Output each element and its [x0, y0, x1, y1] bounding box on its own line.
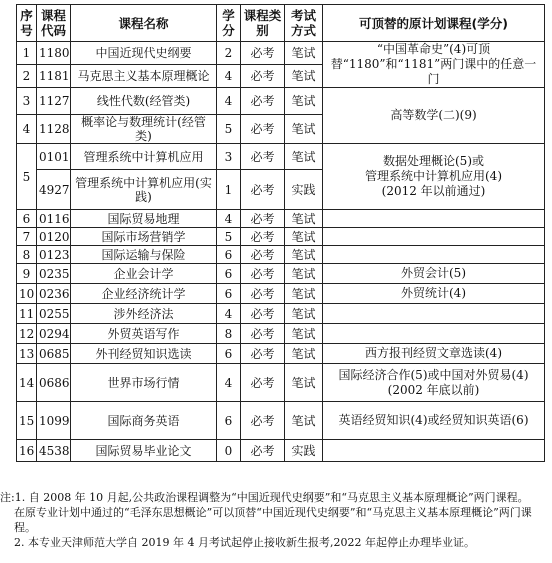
cell-no: 2: [17, 65, 37, 88]
cell-name: 涉外经济法: [71, 304, 217, 324]
table-row: [17, 88, 545, 115]
table-row: [17, 284, 545, 304]
cell-exam: 笔试: [285, 88, 323, 115]
cell-replace: 高等数学(二)(9): [323, 88, 545, 144]
cell-name: 企业会计学: [71, 264, 217, 284]
cell-code: 1127: [37, 88, 71, 115]
cell-exam: 笔试: [285, 228, 323, 246]
cell-name: 管理系统中计算机应用: [71, 144, 217, 170]
cell-category: 必考: [241, 344, 285, 364]
cell-credit: 3: [217, 144, 241, 170]
cell-replace: [323, 440, 545, 462]
cell-category: 必考: [241, 402, 285, 440]
cell-code: 0235: [37, 264, 71, 284]
cell-code: 1180: [37, 42, 71, 65]
cell-exam: 笔试: [285, 284, 323, 304]
table-row: [17, 440, 545, 462]
cell-name: 外贸英语写作: [71, 324, 217, 344]
cell-name: 外刊经贸知识选读: [71, 344, 217, 364]
cell-category: 必考: [241, 88, 285, 115]
cell-no: 3: [17, 88, 37, 115]
replace-line: 数据处理概论(5)或: [383, 154, 484, 168]
header-name: 课程名称: [71, 5, 217, 42]
cell-replace: 西方报刊经贸文章选读(4): [323, 344, 545, 364]
table-row: [17, 246, 545, 264]
cell-no: 12: [17, 324, 37, 344]
table-row: [17, 210, 545, 228]
cell-exam: 笔试: [285, 115, 323, 144]
cell-replace: 外贸统计(4): [323, 284, 545, 304]
table-row: [17, 304, 545, 324]
cell-credit: 6: [217, 246, 241, 264]
cell-code: 0123: [37, 246, 71, 264]
cell-credit: 4: [217, 364, 241, 402]
header-code: 课程代码: [37, 5, 71, 42]
cell-replace: [323, 246, 545, 264]
cell-credit: 6: [217, 264, 241, 284]
cell-no: 7: [17, 228, 37, 246]
table-row: [17, 228, 545, 246]
cell-code: 0120: [37, 228, 71, 246]
cell-credit: 4: [217, 88, 241, 115]
cell-category: 必考: [241, 284, 285, 304]
cell-credit: 6: [217, 284, 241, 304]
cell-exam: 笔试: [285, 304, 323, 324]
cell-name: 管理系统中计算机应用(实践): [71, 170, 217, 210]
cell-code: 1128: [37, 115, 71, 144]
cell-credit: 2: [217, 42, 241, 65]
cell-no: 4: [17, 115, 37, 144]
cell-name: 国际贸易地理: [71, 210, 217, 228]
cell-credit: 4: [217, 210, 241, 228]
note-2: 2. 本专业天津师范大学自 2019 年 4 月考试起停止接收新生报考,2022 年起停止办理毕业证。: [14, 536, 475, 549]
cell-exam: 实践: [285, 170, 323, 210]
note-1-line-1: 注:1. 自 2008 年 10 月起,公共政治课程调整为“中国近现代史纲要”和“马克思主义基本原理概论”两门课程。: [0, 491, 529, 504]
cell-no: 1: [17, 42, 37, 65]
cell-name: 线性代数(经管类): [71, 88, 217, 115]
cell-exam: 笔试: [285, 65, 323, 88]
cell-credit: 4: [217, 65, 241, 88]
cell-category: 必考: [241, 144, 285, 170]
cell-no: 5: [17, 144, 37, 210]
cell-name: 国际贸易毕业论文: [71, 440, 217, 462]
cell-exam: 笔试: [285, 402, 323, 440]
cell-credit: 6: [217, 344, 241, 364]
cell-code: 0294: [37, 324, 71, 344]
cell-code: 0685: [37, 344, 71, 364]
cell-exam: 实践: [285, 440, 323, 462]
note-1-line-2: 在原专业计划中通过的“毛泽东思想概论”可以顶替“中国近现代史纲要”和“马克思主义基本原理概论”两门课程。: [14, 506, 532, 534]
cell-name: 马克思主义基本原理概论: [71, 65, 217, 88]
cell-name: 世界市场行情: [71, 364, 217, 402]
cell-name: 企业经济统计学: [71, 284, 217, 304]
cell-code: 0101: [37, 144, 71, 170]
course-table: [16, 4, 545, 462]
replace-line: (2012 年以前通过): [381, 184, 486, 198]
table-row: [17, 402, 545, 440]
cell-name: 国际市场营销学: [71, 228, 217, 246]
cell-credit: 5: [217, 115, 241, 144]
course-plan-document: [16, 4, 544, 462]
cell-category: 必考: [241, 304, 285, 324]
cell-exam: 笔试: [285, 144, 323, 170]
header-replace: 可顶替的原计划课程(学分): [323, 5, 545, 42]
cell-replace: 外贸会计(5): [323, 264, 545, 284]
cell-replace: [323, 210, 545, 228]
header-category: 课程类别: [241, 5, 285, 42]
header-exam: 考试方式: [285, 5, 323, 42]
cell-replace: “中国革命史”(4)可顶替“1180”和“1181”两门课中的任意一门: [323, 42, 545, 88]
cell-exam: 笔试: [285, 210, 323, 228]
cell-code: 0236: [37, 284, 71, 304]
cell-category: 必考: [241, 228, 285, 246]
cell-credit: 1: [217, 170, 241, 210]
footnotes: [0, 490, 540, 550]
cell-credit: 5: [217, 228, 241, 246]
cell-credit: 6: [217, 402, 241, 440]
cell-no: 10: [17, 284, 37, 304]
cell-replace: [323, 228, 545, 246]
table-row: [17, 42, 545, 65]
cell-credit: 0: [217, 440, 241, 462]
cell-category: 必考: [241, 170, 285, 210]
cell-category: 必考: [241, 115, 285, 144]
cell-name: 国际运输与保险: [71, 246, 217, 264]
cell-replace: [323, 324, 545, 344]
replace-line: 管理系统中计算机应用(4): [365, 169, 502, 183]
cell-name: 中国近现代史纲要: [71, 42, 217, 65]
cell-name: 国际商务英语: [71, 402, 217, 440]
cell-no: 14: [17, 364, 37, 402]
cell-no: 15: [17, 402, 37, 440]
table-row: [17, 344, 545, 364]
header-credit: 学分: [217, 5, 241, 42]
table-header-row: [17, 5, 545, 42]
cell-code: 0116: [37, 210, 71, 228]
cell-no: 13: [17, 344, 37, 364]
cell-category: 必考: [241, 264, 285, 284]
cell-code: 4538: [37, 440, 71, 462]
table-row: [17, 364, 545, 402]
cell-category: 必考: [241, 324, 285, 344]
cell-no: 8: [17, 246, 37, 264]
table-row: [17, 324, 545, 344]
cell-replace: 英语经贸知识(4)或经贸知识英语(6): [323, 402, 545, 440]
cell-category: 必考: [241, 440, 285, 462]
cell-code: 4927: [37, 170, 71, 210]
cell-exam: 笔试: [285, 246, 323, 264]
cell-exam: 笔试: [285, 42, 323, 65]
header-no: 序号: [17, 5, 37, 42]
cell-no: 9: [17, 264, 37, 284]
cell-credit: 8: [217, 324, 241, 344]
cell-code: 0686: [37, 364, 71, 402]
cell-exam: 笔试: [285, 324, 323, 344]
cell-credit: 4: [217, 304, 241, 324]
cell-no: 16: [17, 440, 37, 462]
cell-replace: [323, 144, 545, 210]
cell-no: 6: [17, 210, 37, 228]
cell-replace: 国际经济合作(5)或中国对外贸易(4)(2002 年底以前): [323, 364, 545, 402]
table-row: [17, 144, 545, 170]
cell-exam: 笔试: [285, 364, 323, 402]
cell-no: 11: [17, 304, 37, 324]
cell-replace: [323, 304, 545, 324]
cell-code: 1099: [37, 402, 71, 440]
cell-exam: 笔试: [285, 264, 323, 284]
cell-code: 0255: [37, 304, 71, 324]
cell-name: 概率论与数理统计(经管类): [71, 115, 217, 144]
cell-exam: 笔试: [285, 344, 323, 364]
table-row: [17, 264, 545, 284]
cell-category: 必考: [241, 42, 285, 65]
cell-category: 必考: [241, 246, 285, 264]
cell-category: 必考: [241, 364, 285, 402]
cell-category: 必考: [241, 65, 285, 88]
cell-category: 必考: [241, 210, 285, 228]
cell-code: 1181: [37, 65, 71, 88]
